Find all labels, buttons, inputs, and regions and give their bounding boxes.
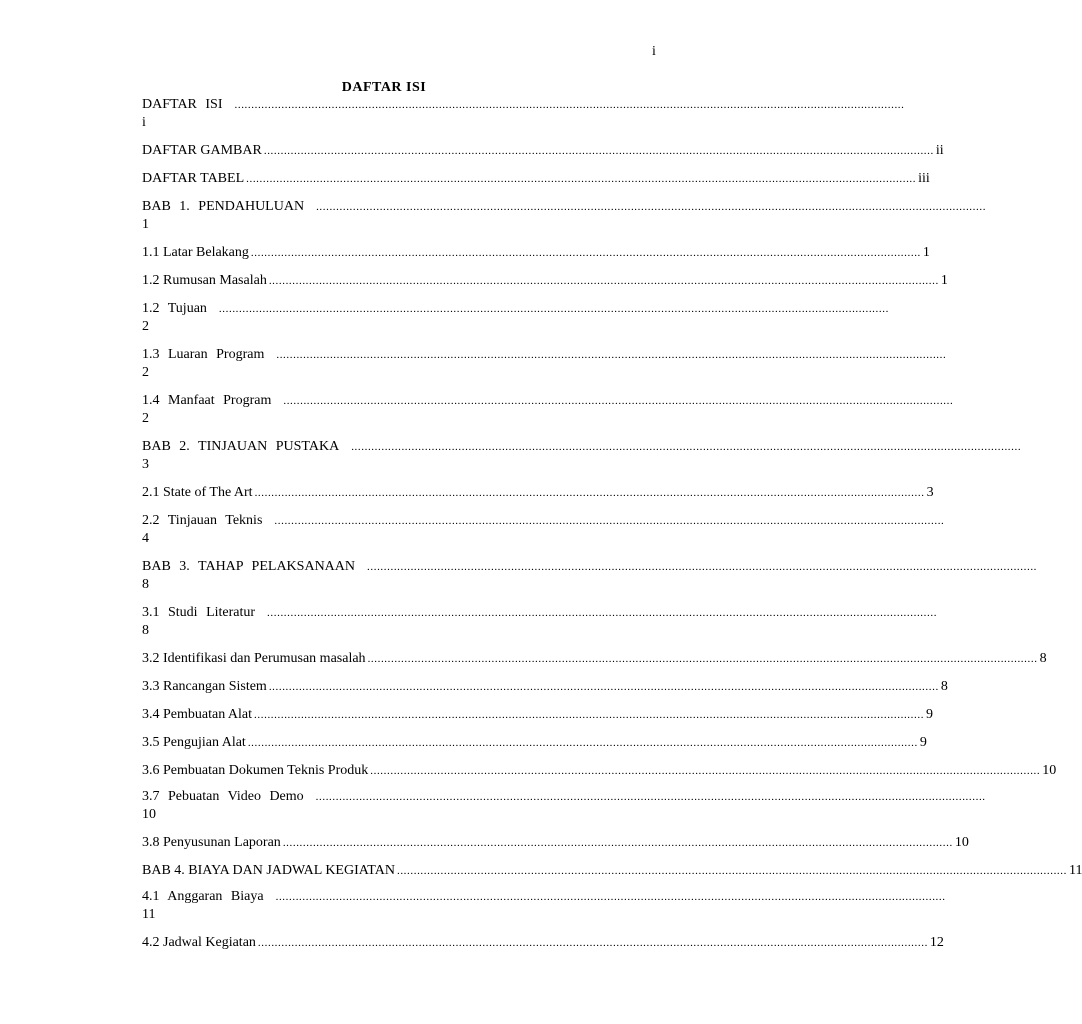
toc-entry-page: 3 — [926, 485, 934, 500]
toc-entry-page: 10 — [954, 835, 969, 850]
toc-entry-label: 2.2 Tinjauan Teknis — [142, 513, 263, 528]
toc-leader-dots: ........................................................................................................................................................................................................ — [247, 737, 918, 749]
toc-leader-dots: ........................................................................................................................................................................................................ — [263, 145, 934, 157]
toc-leader-dots: ........................................................................................................................................................................................................ — [275, 891, 946, 903]
toc-entry-page: 9 — [926, 707, 934, 722]
toc-entry — [142, 170, 930, 188]
toc-entry-label: DAFTAR GAMBAR — [142, 143, 262, 158]
toc-entry-page: 12 — [929, 935, 944, 950]
toc-entry-label: 1.3 Luaran Program — [142, 347, 265, 362]
toc-leader-dots: ........................................................................................................................................................................................................ — [268, 681, 939, 693]
toc-entry — [142, 706, 934, 724]
toc-entry-page: i — [142, 115, 146, 130]
toc-leader-dots: ........................................................................................................................................................................................................ — [254, 709, 925, 721]
toc-entry-label: 3.3 Rancangan Sistem — [142, 679, 267, 694]
toc-entry — [142, 96, 905, 132]
toc-entry-label: 4.1 Anggaran Biaya — [142, 889, 264, 904]
toc-entry-label: 1.2 Rumusan Masalah — [142, 273, 267, 288]
toc-leader-dots: ........................................................................................................................................................................................................ — [254, 487, 925, 499]
toc-entry-page: 8 — [940, 679, 948, 694]
toc-entry-label: BAB 3. TAHAP PELAKSANAAN — [142, 559, 356, 574]
toc-entry-page: 4 — [142, 531, 149, 546]
toc-leader-dots: ........................................................................................................................................................................................................ — [367, 561, 1038, 573]
toc-entry-page: 1 — [940, 273, 948, 288]
toc-entry-label: 1.1 Latar Belakang — [142, 245, 249, 260]
toc-leader-dots: ........................................................................................................................................................................................................ — [257, 937, 928, 949]
toc-entry — [142, 346, 947, 382]
toc-leader-dots: ........................................................................................................................................................................................................ — [218, 303, 889, 315]
toc-leader-dots: ........................................................................................................................................................................................................ — [268, 275, 939, 287]
toc-entry-label: DAFTAR TABEL — [142, 171, 245, 186]
toc-entry-label: 3.6 Pembuatan Dokumen Teknis Produk — [142, 763, 369, 778]
toc-entry-label: BAB 1. PENDAHULUAN — [142, 199, 305, 214]
toc-entry-page: 11 — [1068, 863, 1082, 878]
toc-leader-dots: ........................................................................................................................................................................................................ — [367, 653, 1038, 665]
toc-entry — [142, 244, 930, 262]
toc-entry — [142, 834, 969, 852]
toc-entry — [142, 604, 938, 640]
toc-entry-page: 8 — [142, 623, 149, 638]
toc-entry-page: 3 — [142, 457, 149, 472]
toc-leader-dots: ........................................................................................................................................................................................................ — [274, 515, 945, 527]
toc-entry — [142, 762, 1057, 780]
toc-entry-label: 3.1 Studi Literatur — [142, 605, 256, 620]
toc-entry-page: ii — [935, 143, 944, 158]
toc-entry-label: 4.2 Jadwal Kegiatan — [142, 935, 256, 950]
toc-entry-page: 8 — [1039, 651, 1047, 666]
toc-entry-page: 2 — [142, 365, 149, 380]
toc-entry — [142, 272, 948, 290]
toc-entry — [142, 392, 954, 428]
toc-entry — [142, 300, 889, 336]
toc-entry-label: 3.8 Penyusunan Laporan — [142, 835, 281, 850]
toc-entry-page: 1 — [142, 217, 149, 232]
page-title: DAFTAR ISI — [341, 80, 427, 95]
toc-entry-page: 11 — [142, 907, 156, 922]
toc-entry — [142, 484, 934, 502]
toc-entry-page: 10 — [1042, 763, 1057, 778]
toc-leader-dots: ........................................................................................................................................................................................................ — [282, 837, 953, 849]
toc-entry — [142, 142, 944, 160]
toc-entry-label: 3.2 Identifikasi dan Perumusan masalah — [142, 651, 366, 666]
toc-leader-dots: ........................................................................................................................................................................................................ — [246, 173, 917, 185]
toc-entry-label: 3.4 Pembuatan Alat — [142, 707, 253, 722]
toc-entry — [142, 678, 948, 696]
toc-leader-dots: ........................................................................................................................................................................................................ — [315, 791, 986, 803]
toc-leader-dots: ........................................................................................................................................................................................................ — [283, 395, 954, 407]
toc-entry-label: DAFTAR ISI — [142, 97, 223, 112]
toc-entry-label: BAB 2. TINJAUAN PUSTAKA — [142, 439, 340, 454]
toc-leader-dots: ........................................................................................................................................................................................................ — [316, 201, 987, 213]
page-number: i — [652, 44, 656, 59]
toc-leader-dots: ........................................................................................................................................................................................................ — [267, 607, 938, 619]
toc-entry — [142, 198, 987, 234]
toc-entry-page: 10 — [142, 807, 156, 822]
toc-entry — [142, 558, 1038, 594]
toc-entry-page: 2 — [142, 319, 149, 334]
toc-entry-label: 3.7 Pebuatan Video Demo — [142, 789, 304, 804]
toc-leader-dots: ........................................................................................................................................................................................................ — [234, 99, 905, 111]
toc-entry-label: 1.2 Tujuan — [142, 301, 207, 316]
toc-entry — [142, 512, 945, 548]
toc-leader-dots: ........................................................................................................................................................................................................ — [351, 441, 1022, 453]
toc-leader-dots: ........................................................................................................................................................................................................ — [276, 349, 947, 361]
toc-entry-page: 1 — [922, 245, 930, 260]
toc-entry-page: 8 — [142, 577, 149, 592]
toc-entry — [142, 438, 1022, 474]
toc-entry — [142, 934, 944, 952]
toc-leader-dots: ........................................................................................................................................................................................................ — [396, 865, 1067, 877]
toc-entry — [142, 862, 1082, 880]
toc-leader-dots: ........................................................................................................................................................................................................ — [370, 765, 1041, 777]
toc-entry — [142, 788, 986, 824]
toc-entry-page: iii — [918, 171, 930, 186]
toc-entry-page: 9 — [919, 735, 927, 750]
toc-entry-label: 2.1 State of The Art — [142, 485, 253, 500]
toc-leader-dots: ........................................................................................................................................................................................................ — [250, 247, 921, 259]
toc-entry-label: 1.4 Manfaat Program — [142, 393, 272, 408]
toc-entry-label: 3.5 Pengujian Alat — [142, 735, 246, 750]
toc-entry — [142, 734, 927, 752]
toc-entry-page: 2 — [142, 411, 149, 426]
toc-entry — [142, 650, 1047, 668]
toc-entry — [142, 888, 946, 924]
toc-entry-label: BAB 4. BIAYA DAN JADWAL KEGIATAN — [142, 863, 395, 878]
